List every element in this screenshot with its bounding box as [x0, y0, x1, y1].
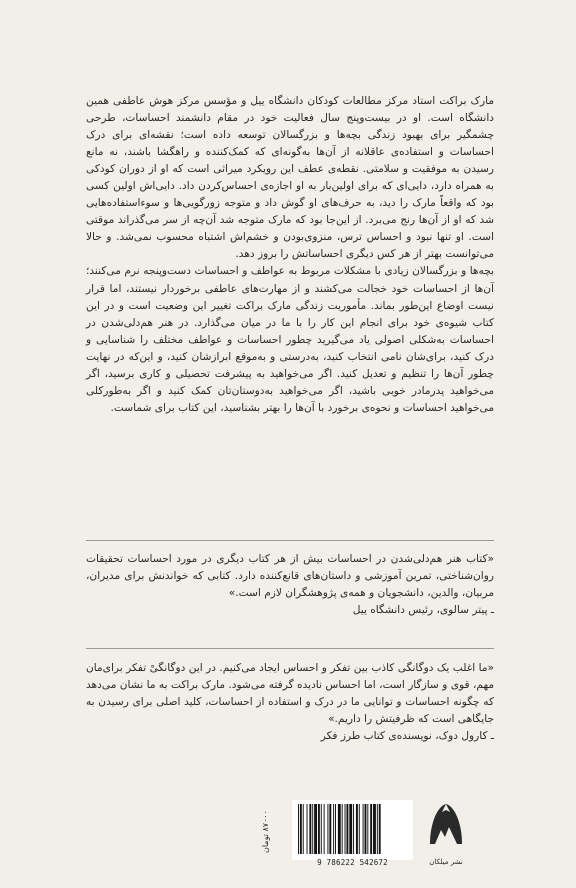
quote-attribution: ـ کارول دوک، نویسنده‌ی کتاب طرز فکر: [320, 730, 494, 743]
publisher-name: نشر میلکان: [429, 858, 463, 866]
barcode-digits: 9 786222 542672: [317, 858, 388, 867]
description-paragraph-2: بچه‌ها و بزرگسالان زیادی با مشکلات مربوط به عواطف و احساسات دست‌وپنجه نرم می‌کنند؛ آن‌ها از احساسات خود خجالت می‌کشند و از مهارت‌های عاطفی برخوردار نیستند، اما قرار نیست اوضاع این‌طور بماند. مأموریت زندگی مارک براکت تغییر این وضعیت است و در این کتاب شیوه‌ی خود برای انجام این کار را با ما در میان می‌گذارد. در هنر هم‌دلی‌شدن در احساسات به‌شکلی اصولی یاد می‌گیرید چطور احساسات و عواطف مختلف را شناسایی و درک کنید، برای‌شان نامی انتخاب کنید، به‌درستی و به‌موقع ابرازشان کنید، و این‌که در نهایت چطور آن‌ها را تنظیم و تعدیل کنید. اگر می‌خواهید به پیشرفت تحصیلی و کاری برسید، اگر می‌خواهید پدرمادر خوبی باشید، اگر می‌خواهید به‌دوستان‌تان کمک کنید و اگر به‌طورکلی می‌خواهید احساسات و نحوه‌ی برخورد با آن‌ها را بهتر بشناسید، این کتاب برای شماست.: [86, 265, 494, 414]
description-text: [86, 93, 494, 417]
description-paragraph-1: مارک براکت استاد مرکز مطالعات کودکان دانشگاه ییل و مؤسس مرکز هوش عاطفی همین دانشگاه است. او در بیست‌وپنج سال فعالیت خود در مقام دانشمند احساسات، طرحی چشمگیر برای بهبود زندگی بچه‌ها و بزرگسالان توسعه داده است؛ نقشه‌ای برای درک احساسات و استفاده‌ی عاقلانه از آن‌ها به‌گونه‌ای که کمک‌کننده و راهگشا باشند، نه مانع رسیدن به موفقیت و سلامتی. نقطه‌ی عطف این رویکرد میراثی است که او از دوران کودکی به همراه دارد، دایی‌ای که برای اولین‌بار به او اجازه‌ی احساس‌کردن داد. دایی‌اش اولین کسی بود که واقعاً مارک را دید، به حرف‌های او گوش داد و متوجه زورگویی‌ها و سوءاستفاده‌هایی شد که او از آن‌ها رنج می‌برد. از این‌جا بود که مارک متوجه شد آن‌چه از سر می‌گذراند موقتی است. او تنها نبود و احساس ترس، منزوی‌بودن و خشم‌اش اشتباه محسوب نمی‌شد. و حالا می‌توانست بهتر از هر کس دیگری احساساتش را بروز دهد.: [86, 95, 494, 261]
quote-attribution: ـ پیتر سالوی، رئیس دانشگاه ییل: [352, 604, 494, 617]
isbn-barcode: [292, 800, 413, 867]
endorsement-quote-1: [86, 551, 494, 619]
quote-text: «ما اغلب یک دوگانگی کاذب بین تفکر و احساس ایجاد می‌کنیم. در این دوگانگیْ تفکر برای‌مان مهم، قوی و سازگار است، اما احساس نادیده گرفته می‌شود. مارک براکت به ما نشان می‌دهد که چگونه احساسات و توانایی ما در درک و استفاده از احساسات، کلید اصلی برای رسیدن به جایگاهی است که ظرفیتش را داریم.»: [86, 662, 494, 726]
divider-line: [86, 648, 494, 649]
divider-line: [86, 540, 494, 541]
endorsement-quote-2: [86, 660, 494, 745]
barcode-bars: [292, 800, 413, 856]
price-label: ۸۷۰۰۰ تومان: [261, 810, 270, 854]
mountain-logo-icon: [426, 800, 466, 856]
quote-text: «کتاب هنر هم‌دلی‌شدن در احساسات بیش از هر کتاب دیگری در مورد احساسات تحقیقات روان‌شناختی، تمرین آموزشی و داستان‌های قانع‌کننده دارد. کتابی که خواندنش برای مدیران، مربیان، والدین، دانشجویان و همه‌ی پژوهشگران لازم است.»: [86, 553, 494, 600]
